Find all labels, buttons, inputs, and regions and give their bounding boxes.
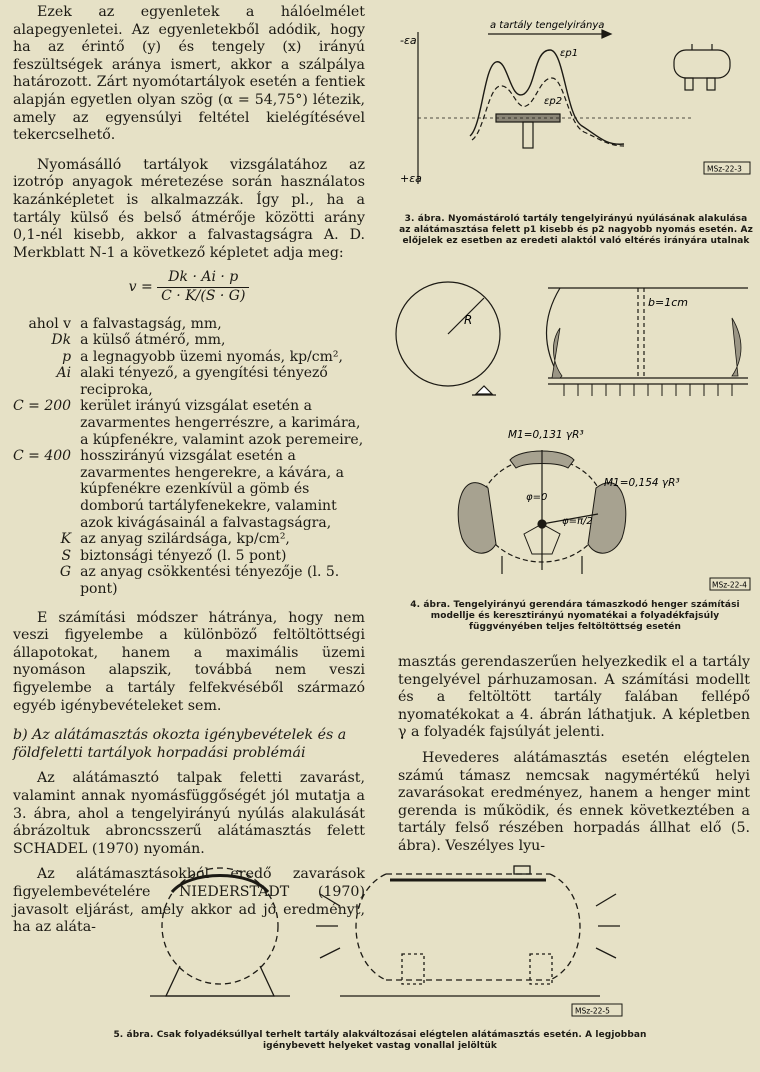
paragraph-strap-support: Hevederes alátámasztás esetén elégtelen számú támasz nemcsak nagymértékű helyi zavarásokat eredményez, hanem a henger mint gerenda is működik, és ennek következtében a tartály felső részében horpadás állhat elő (5. ábra). Veszélyes lyu-	[398, 749, 750, 854]
figure-3-caption: 3. ábra. Nyomástároló tartály tengelyirányú nyúlásának alakulása az alátámasztása felett p1 kisebb és p2 nagyobb nyomás esetén. Az előjelek ez esetben az eredeti alaktól való eltérés irányára utalnak	[399, 214, 753, 246]
moment-label-side: M1=0,154 γR³	[604, 477, 680, 489]
axis-label-bottom: +εa	[400, 172, 422, 185]
support-post	[523, 122, 533, 148]
figure-5-caption: 5. ábra. Csak folyadéksúllyal terhelt tartály alakváltozásai elégtelen alátámasztás esetén. A legjobban igénybevett helyeket vastag vonallal jelöltük	[113, 1030, 647, 1051]
section-heading-b: b) Az alátámasztás okozta igénybevételek és a földfeletti tartályok horpadási problémái	[13, 727, 347, 761]
figure-5-tank-deformation	[40, 846, 740, 1026]
definition-row: G az anyag csökkentési tényezője (l. 5. pont)	[59, 564, 340, 597]
figure-code: MSz-22-4	[712, 580, 747, 590]
figure-4-caption: 4. ábra. Tengelyirányú gerendára támaszkodó henger számítási modellje és keresztirányú nyomatékai a folyadékfajsúly függvényében teljes feltöltöttség esetén	[410, 600, 740, 632]
definition-row: C = 200 kerület irányú vizsgálat esetén a zavarmentes hengerrészre, a karimára, a kúpfenékre, valamint azok peremeire,	[13, 398, 364, 448]
strip-width-label: b=1cm	[648, 296, 688, 309]
moment-label-top: M1=0,131 γR³	[508, 429, 584, 441]
figure-3-strain-diagram	[392, 6, 754, 212]
curve-label-p1: εp1	[560, 48, 579, 59]
angle-label-zero: φ=0	[526, 492, 548, 503]
formula-lhs: v =	[128, 279, 153, 296]
definition-row: ahol v a falvastagság, mm,	[28, 315, 222, 332]
strain-curve-p2	[472, 78, 624, 146]
definition-row: S biztonsági tényező (l. 5 pont)	[61, 547, 287, 564]
definition-row: C = 400 hosszirányú vizsgálat esetén a zavarmentes hengerekre, a kávára, a kúpfenékre ezenkívül a gömb és domború tartályfenekekre, valamint azok kivágásainál a falvastagságra,	[13, 448, 344, 531]
paragraph-niederstadt: Az alátámasztásokból eredő zavarások figyelembevételére NIEDERSTADT (1970) javasolt eljárást, amely akkor ad jó eredményt, ha az aláta-	[13, 866, 365, 936]
axis-label-top: -εa	[400, 34, 417, 47]
distributed-load-arrows	[564, 384, 732, 396]
paragraph-method-drawback: E számítási módszer hátránya, hogy nem veszi figyelembe a különböző feltöltöttségi állapotokat, hanem a maximális üzemi nyomáson alapszik, továbbá nem veszi figyelembe a tartály felfekvéséből származó egyéb igénybevételeket sem.	[13, 609, 365, 714]
radius-label: R	[464, 313, 473, 327]
moment-lobe-left	[458, 483, 496, 554]
tank-sketch-icon	[674, 44, 730, 90]
paragraph-beam-support: masztás gerendaszerűen helyezkedik el a tartály tengelyével párhuzamosan. A számítási modellt és a feltöltött tartály falában fellépő nyomatékokat a 4. ábrán láthatjuk. A képletben γ a folyadék fajsúlyát jelenti.	[398, 654, 750, 741]
figure-4-cylinder-model	[392, 278, 754, 598]
definition-row: Dk a külső átmérő, mm,	[51, 332, 226, 349]
paragraph-boiler-formula: Nyomásálló tartályok vizsgálatához az izotróp anyagok méretezése során használatos kazánképletet is alkalmazzák. Így pl., ha a tartály külső és belső átmérője közötti arány 0,1-nél kisebb, akkor a falvastagságra A. D. Merkblatt N-1 a következő képletet adja meg:	[13, 156, 365, 261]
left-column	[13, 4, 365, 937]
center-point-icon	[538, 520, 546, 528]
curve-label-p2: εp2	[544, 96, 563, 107]
axis-direction-label: a tartály tengelyiránya	[490, 20, 605, 31]
paragraph-intro: Ezek az egyenletek a hálóelmélet alapegyenletei. Az egyenletekből adódik, hogy ha az érintő (y) és tengely (x) irányú feszültségek aránya ismert, akkor a szálpálya határozott. Zárt nyomótartályok esetén a fentiek alapján egyetlen olyan szög (α = 54,75°) létezik, amely az egyensúlyi feltétel kielégítésével tekercselhető.	[13, 4, 365, 144]
definition-row: Ai alaki tényező, a gyengítési tényező reciproka,	[56, 365, 328, 398]
formula-denominator: C · K/(S · G)	[161, 287, 246, 304]
stressed-zone-top	[172, 876, 268, 893]
tank-side-view	[386, 874, 550, 980]
formula-wall-thickness	[13, 269, 365, 305]
formula-fraction	[157, 269, 249, 305]
paragraph-support-disturbance: Az alátámasztó talpak feletti zavarást, valamint annak nyomásfüggőségét jól mutatja a 3. ábra, ahol a tengelyirányú nyúlás alakulását ábrázoltuk abroncsszerű alátámasztás felett SCHADEL (1970) nyomán.	[13, 770, 365, 857]
symbol-definitions	[13, 316, 365, 598]
formula-numerator: Dk · Ai · p	[157, 269, 249, 288]
right-column	[398, 654, 750, 856]
figure-code: MSz-22-3	[707, 164, 742, 174]
definition-row: p a legnagyobb üzemi nyomás, kp/cm²,	[62, 348, 343, 365]
definition-row: K az anyag szilárdsága, kp/cm²,	[60, 531, 290, 548]
angle-label-half-pi: φ=π/2	[562, 516, 593, 527]
moment-lobe-right	[588, 483, 626, 554]
figure-code: MSz-22-5	[575, 1006, 610, 1016]
